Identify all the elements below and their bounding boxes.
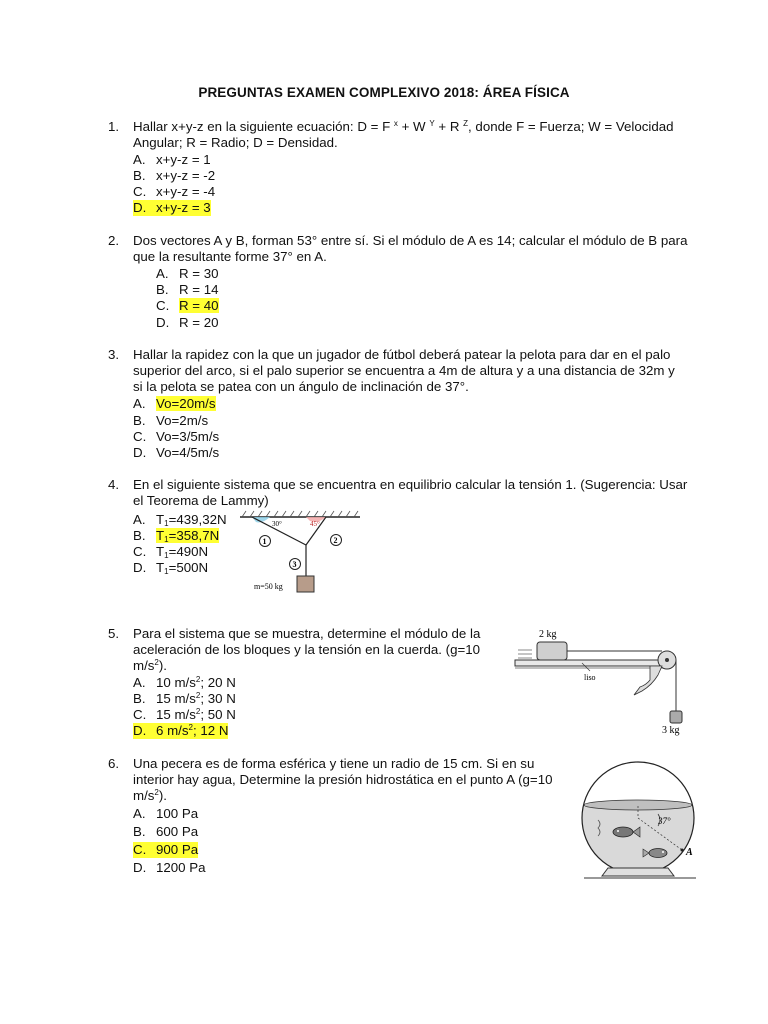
question-text: Hallar la rapidez con la que un jugador de fútbol deberá patear la pelota para dar en el palo superior del arco, si el palo superior se encuentra a 4m de altura y a una distancia de 32m y si la pelota se patea con un ángulo de inclinación de 37°. — [133, 347, 675, 395]
option-b-correct: $T_1=358,7N$ — [156, 528, 220, 544]
option-a: A. x+y-z = 1 — [133, 152, 211, 167]
option-c: C. 15 $m/s^2$; 50 N — [133, 707, 236, 722]
question-number: 3. — [108, 347, 120, 362]
question-text: Para el sistema que se muestra, determine el módulo de la aceleración de los bloques y la tensión en la cuerda. (g=10 $m/s^2$). — [133, 626, 481, 674]
question-number: 6. — [108, 756, 120, 771]
question-text: Dos vectores A y B, forman 53° entre sí. Si el módulo de A es 14; calcular el módulo de B para que la resultante forme 37° en A. — [133, 233, 688, 265]
option-c-correct: R = 40 — [179, 298, 219, 313]
option-d: D. R = 20 — [156, 315, 219, 330]
option-c: C. x+y-z = -4 — [133, 184, 216, 199]
rope-2-label: 2 — [333, 536, 338, 545]
option-a: A. $T_1=439,32N$ — [133, 512, 227, 528]
option-c: C. R = 40 — [156, 298, 219, 313]
option-d-correct: D. x+y-z = 3 — [133, 200, 211, 215]
rope-1-label: 1 — [262, 537, 267, 546]
option-a-correct: Vo=20m/s — [156, 396, 216, 411]
point-a-label: A — [686, 847, 693, 858]
mass-label: m=50 kg — [254, 582, 283, 591]
surface-label: liso — [584, 673, 596, 682]
block-mass-label: 2 kg — [539, 629, 557, 640]
option-d: D. 1200 Pa — [133, 860, 206, 875]
option-d: D. $T_1=500N$ — [133, 560, 209, 576]
option-c: C. $T_1=490N$ — [133, 544, 209, 560]
page-title: PREGUNTAS EXAMEN COMPLEXIVO 2018: ÁREA FÍSICA — [198, 85, 570, 100]
question-text: Una pecera es de forma esférica y tiene un radio de 15 cm. Si en su interior hay agua, Determine la presión hidrostática en el punto A (g=10 $m/s^2$). — [133, 756, 553, 804]
option-a: A. 10 $m/s^2$; 20 N — [133, 675, 236, 690]
question-number: 4. — [108, 477, 120, 492]
option-b: B. $T_1=358,7N$ — [133, 528, 220, 544]
question-number: 2. — [108, 233, 120, 248]
option-b: B. 600 Pa — [133, 824, 199, 839]
question-number: 1. — [108, 119, 120, 134]
rope-3-label: 3 — [292, 560, 297, 569]
angle-37-label: 37° — [658, 816, 671, 826]
fishbowl-figure — [578, 758, 703, 891]
option-d: D. Vo=4/5m/s — [133, 445, 220, 460]
option-d-correct: D. 6 $m/s^2$; 12 N — [133, 723, 229, 738]
option-a: A. R = 30 — [156, 266, 219, 281]
hanging-mass-label: 3 kg — [662, 725, 680, 736]
question-text: En el siguiente sistema que se encuentra en equilibrio calcular la tensión 1. (Sugerencia: Usar el Teorema de Lammy) — [133, 477, 688, 509]
option-b: B. Vo=2m/s — [133, 413, 209, 428]
option-a: A. 100 Pa — [133, 806, 199, 821]
block-pulley-figure — [512, 625, 692, 745]
tension-system-figure — [234, 510, 364, 605]
question-text: Hallar x+y-z en la siguiente ecuación: D = F $^x$ + W $^Y$ + R $^Z$, donde F = Fuerza; W = Velocidad Angular; R = Radio; D = Densidad. — [133, 119, 674, 151]
option-b: B. 15 $m/s^2$; 30 N — [133, 691, 236, 706]
angle-45-label: 45° — [310, 520, 320, 528]
option-b: B. R = 14 — [156, 282, 219, 297]
option-c-correct: C. 900 Pa — [133, 842, 199, 857]
option-c: C. Vo=3/5m/s — [133, 429, 220, 444]
option-b: B. x+y-z = -2 — [133, 168, 216, 183]
option-a: A. Vo=20m/s — [133, 396, 216, 411]
angle-30-label: 30° — [272, 520, 282, 528]
question-number: 5. — [108, 626, 120, 641]
